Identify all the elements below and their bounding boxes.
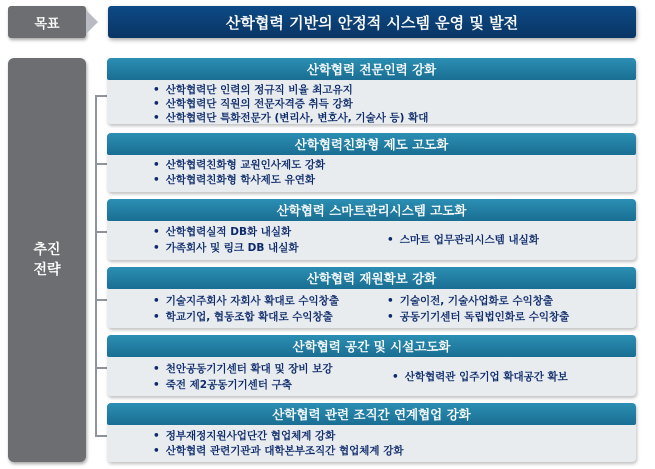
bullet-item: • 천안공동기기센터 확대 및 장비 보강 [153,363,333,376]
strategy-item-title: 산학협력 전문인력 강화 [107,58,636,80]
bullet-item: • 스마트 업무관리시스템 내실화 [387,234,539,247]
strategy-item-title: 산학협력 재원확보 강화 [107,267,636,289]
bullet-list [107,427,636,462]
strategy-item-5 [107,335,636,396]
bullet-item: • 정부재정지원사업단간 협업체계 강화 [153,430,335,443]
tree-connector-4 [95,299,107,301]
bullet-list [107,157,636,192]
goal-arrow-icon [86,10,98,34]
bullet-item: • 기술이전, 기술사업화로 수익창출 [387,295,553,308]
goal-label: 목표 [8,6,86,38]
bullet-list [107,82,636,124]
bullet-item: • 가족회사 및 링크 DB 내실화 [153,242,299,255]
tree-connector-6 [95,435,107,437]
bullet-item: • 산학협력단 인력의 정규직 비율 최고유지 [153,84,353,97]
tree-connector-1 [95,95,107,97]
bullet-item: • 죽전 제2공동기기센터 구축 [153,379,292,392]
bullet-item: • 산학협력 관련기관과 대학본부조직간 협업체계 강화 [153,445,404,458]
bullet-item: • 산학협력단 직원의 전문자격증 취득 강화 [153,98,353,111]
bullet-list [107,223,636,260]
tree-connector-3 [95,231,107,233]
goal-banner: 산학협력 기반의 안정적 시스템 운영 및 발전 [108,6,636,38]
bullet-item: • 공동기기센터 독립법인화로 수익창출 [387,311,569,324]
bullet-item: • 산학협력실적 DB화 내실화 [153,226,291,239]
strategy-item-title: 산학협력 공간 및 시설고도화 [107,335,636,357]
strategy-label-text: 추진 전략 [33,242,61,278]
tree-connector-vertical [95,95,97,435]
tree-connector-2 [95,163,107,165]
bullet-item: • 기술지주회사 자회사 확대로 수익창출 [153,295,339,308]
strategy-item-title: 산학협력 스마트관리시스템 고도화 [107,199,636,221]
strategy-item-2 [107,133,636,192]
strategy-item-title: 산학협력 관련 조직간 연계협업 강화 [107,403,636,425]
strategy-item-4 [107,267,636,328]
bullet-item: • 산학협력친화형 교원인사제도 강화 [153,159,325,172]
strategy-item-1 [107,58,636,124]
strategy-label [8,58,86,462]
bullet-item: • 산학협력단 특화전문가 (변리사, 변호사, 기술사 등) 확대 [153,112,428,125]
bullet-item: • 학교기업, 협동조합 확대로 수익창출 [153,311,333,324]
strategy-item-6 [107,403,636,462]
strategy-item-title: 산학협력친화형 제도 고도화 [107,133,636,155]
bullet-item: • 산학협력관 입주기업 확대공간 확보 [392,371,568,384]
bullet-list [107,291,636,328]
bullet-list [107,359,636,396]
strategy-item-3 [107,199,636,260]
bullet-item: • 산학협력친화형 학사제도 유연화 [153,174,315,187]
tree-connector-5 [95,367,107,369]
